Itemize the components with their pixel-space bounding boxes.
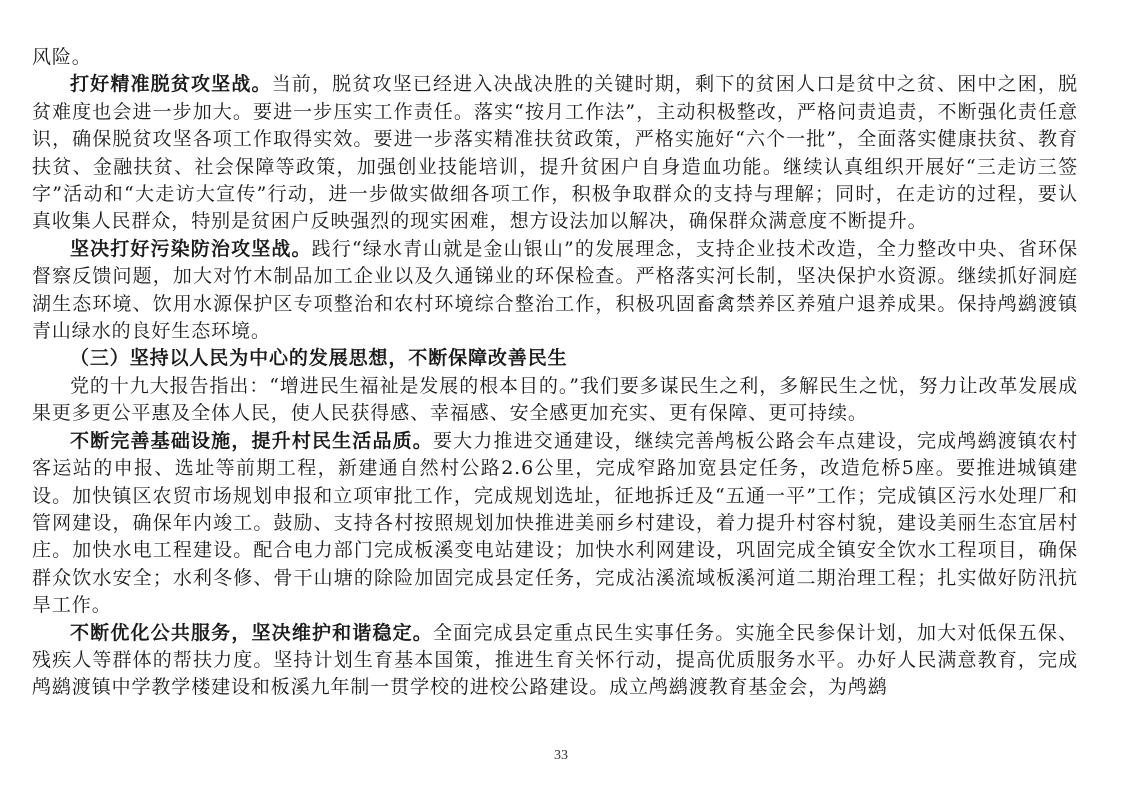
paragraph-text: 当前，脱贫攻坚已经进入决战决胜的关键时期，剩下的贫困人口是贫中之贫、困中之困，脱贫难度也会进一步加大。要进一步压实工作责任。落实“按月工作法”，主动积极整改，严格问责追责，不断强化责任意识，确保脱贫攻坚各项工作取得实效。要进一步落实精准扶贫政策，严格实施好“六个一批”，全面落实健康扶贫、教育扶贫、金融扶贫、社会保障等政策，加强创业技能培训，提升贫困户自身造血功能。继续认真组织开展好“三走访三签字”活动和“大走访大宣传”行动，进一步做实做细各项工作，积极争取群众的支持与理解；同时，在走访的过程，要认真收集人民群众，特别是贫困户反映强烈的现实困难，想方设法加以解决，确保群众满意度不断提升。 [32,73,1078,233]
section-heading: （三）坚持以人民为中心的发展思想，不断保障改善民生 [70,347,568,370]
paragraph-poverty-alleviation [32,71,1078,235]
paragraph-text: 要大力推进交通建设，继续完善鸬板公路会车点建设，完成鸬鹚渡镇农村客运站的申报、选址等前期工程，新建通自然村公路2.6公里，完成窄路加宽县定任务，改造危桥5座。要推进城镇建设。加快镇区农贸市场规划申报和立项审批工作，完成规划选址，征地拆迁及“五通一平”工作；完成镇区污水处理厂和管网建设，确保年内竣工。鼓励、支持各村按照规划加快推进美丽乡村建设，着力提升村容村貌，建设美丽生态宜居村庄。加快水电工程建设。配合电力部门完成板溪变电站建设；加快水利网建设，巩固完成全镇安全饮水工程项目，确保群众饮水安全；水利冬修、骨干山塘的除险加固完成县定任务，完成沾溪流域板溪河道二期治理工程；扎实做好防汛抗旱工作。 [32,429,1079,617]
paragraph-text: 风险。 [32,46,92,68]
paragraph-continuation [32,44,1078,71]
paragraph-lead: 不断完善基础设施，提升村民生活品质。 [70,429,433,452]
paragraph-text: 党的十九大报告指出：“增进民生福祉是发展的根本目的。”我们要多谋民生之利，多解民生之忧，努力让改革发展成果更多更公平惠及全体人民，使人民获得感、幸福感、安全感更加充实、更有保障、更可持续。 [32,374,1078,425]
paragraph-nineteenth-congress [32,373,1078,428]
paragraph-pollution-control [32,236,1078,346]
paragraph-lead: 坚决打好污染防治攻坚战。 [70,237,312,260]
paragraph-public-services [32,620,1078,702]
paragraph-lead: 打好精准脱贫攻坚战。 [70,73,272,96]
paragraph-text: 践行“绿水青山就是金山银山”的发展理念，支持企业技术改造，全力整改中央、省环保督察反馈问题，加大对竹木制品加工企业以及久通锑业的环保检查。严格落实河长制，坚决保护水资源。继续抓好洞庭湖生态环境、饮用水源保护区专项整治和农村环境综合整治工作，积极巩固畜禽禁养区养殖户退养成果。保持鸬鹚渡镇青山绿水的良好生态环境。 [32,237,1078,343]
document-body [32,44,1078,702]
page-number: 33 [554,748,568,763]
paragraph-text: 全面完成县定重点民生实事任务。实施全民参保计划，加大对低保五保、残疾人等群体的帮扶力度。坚持计划生育基本国策，推进生育关怀行动，提高优质服务水平。办好人民满意教育，完成鸬鹚渡镇中学教学楼建设和板溪九年制一贯学校的进校公路建设。成立鸬鹚渡教育基金会，为鸬鹚 [32,621,1079,699]
paragraph-infrastructure [32,428,1078,620]
paragraph-lead: 不断优化公共服务，坚决维护和谐稳定。 [70,621,433,644]
